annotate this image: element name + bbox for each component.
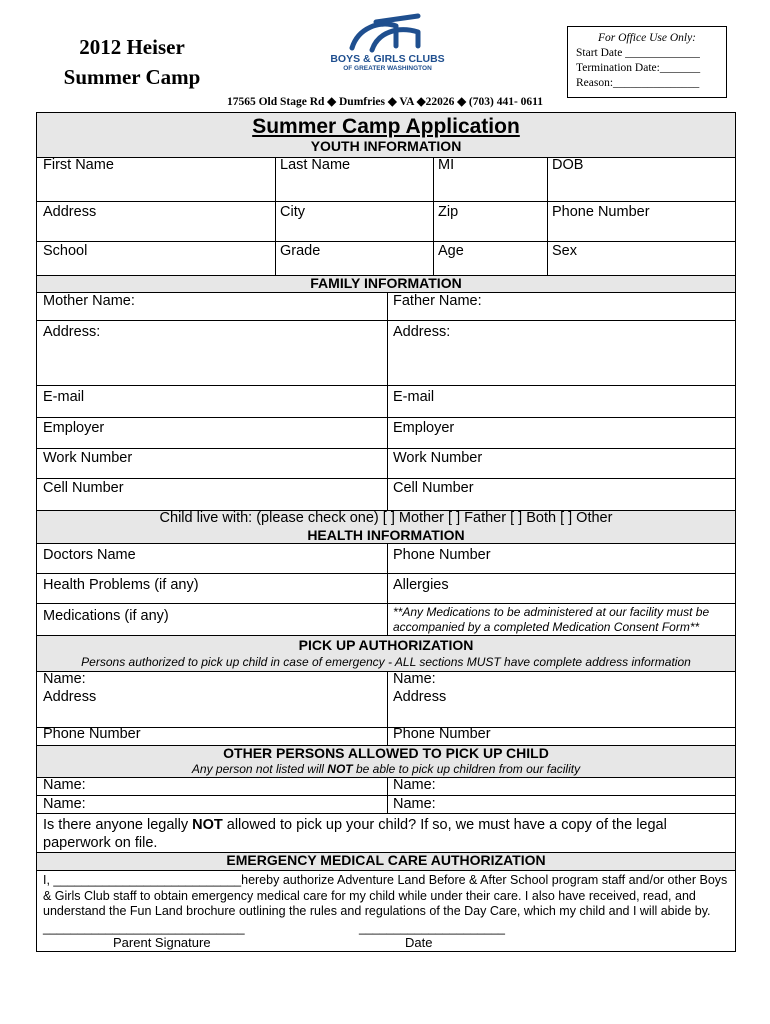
logo-subname: OF GREATER WASHINGTON [343,65,432,72]
club-address: 17565 Old Stage Rd ◆ Dumfries ◆ VA ◆22026 ◆ (703) 441- 0611 [226,96,544,108]
mother-name-field[interactable]: Mother Name: [43,293,135,309]
mother-work-number-field[interactable]: Work Number [43,450,133,466]
medications-field[interactable]: Medications (if any) [43,608,169,624]
parent-signature-label: Parent Signature [113,935,211,950]
office-start-date: Start Date _____________ [576,47,700,59]
youth-header: YOUTH INFORMATION [310,138,462,154]
father-name-field[interactable]: Father Name: [393,293,482,309]
date-line[interactable]: _____________________ [359,921,505,935]
health-problems-field[interactable]: Health Problems (if any) [43,577,199,593]
city-field[interactable]: City [280,204,305,220]
grade-field[interactable]: Grade [280,243,321,259]
office-title: For Office Use Only: [597,32,697,44]
legal-bold: NOT [192,817,223,833]
mother-address-field[interactable]: Address: [43,324,101,340]
pickup2-phone-field[interactable]: Phone Number [393,726,491,742]
other-persons-header: OTHER PERSONS ALLOWED TO PICK UP CHILD [223,745,549,761]
youth-address-field[interactable]: Address [43,204,97,220]
camp-title-line1: 2012 Heiser [79,35,185,59]
father-employer-field[interactable]: Employer [393,420,455,436]
camp-title-line2: Summer Camp [63,65,201,89]
mother-employer-field[interactable]: Employer [43,420,105,436]
zip-field[interactable]: Zip [438,204,459,220]
doctors-name-field[interactable]: Doctors Name [43,547,136,563]
sex-field[interactable]: Sex [552,243,577,259]
other-sub-bold: NOT [327,762,353,776]
legal-restriction-question[interactable] [43,816,723,852]
signature-line[interactable]: _____________________________ [43,921,245,935]
family-header: FAMILY INFORMATION [310,275,462,291]
office-use-box [567,26,727,98]
pickup1-phone-field[interactable]: Phone Number [43,726,141,742]
mi-field[interactable]: MI [438,157,455,173]
pickup2-name-field[interactable]: Name: [393,671,436,687]
date-label: Date [405,935,433,950]
emergency-authorization-text: I, ___________________________hereby authorize Adventure Land Before & After School program staff and/or other Boys & Girls Club staff to obtain emergency medical care for my child while under their care. I also have received, read, and understand the Fun Land brochure outlining the rules and regulations of the Day Care, which my child and I will abide by. [43,873,728,918]
pickup-header: PICK UP AUTHORIZATION [298,637,474,653]
other3-name-field[interactable]: Name: [43,796,86,812]
office-reason: Reason:_______________ [576,77,700,89]
dob-field[interactable]: DOB [552,157,584,173]
youth-phone-field[interactable]: Phone Number [552,204,650,220]
logo-name: BOYS & GIRLS CLUBS [330,53,445,65]
pickup2-address-field[interactable]: Address [393,689,447,705]
camp-title [52,32,212,92]
legal-post: allowed to pick up your child? If so, we must have a copy of the legal paperwork on file. [43,817,667,851]
office-termination-date: Termination Date:_______ [576,62,701,74]
application-form [36,112,736,952]
last-name-field[interactable]: Last Name [280,157,351,173]
father-address-field[interactable]: Address: [393,324,451,340]
pickup1-name-field[interactable]: Name: [43,671,86,687]
child-lives-with-checkboxes[interactable]: Child live with: (please check one) [ ] Mother [ ] Father [ ] Both [ ] Other [159,510,613,526]
father-work-number-field[interactable]: Work Number [393,450,483,466]
other-sub-post: be able to pick up children from our facility [352,762,581,776]
form-title: Summer Camp Application [252,115,520,138]
father-email-field[interactable]: E-mail [393,389,435,405]
allergies-field[interactable]: Allergies [393,577,449,593]
age-field[interactable]: Age [438,243,464,259]
logo-text [305,53,470,72]
first-name-field[interactable]: First Name [43,157,114,173]
other1-name-field[interactable]: Name: [43,777,86,793]
pickup1-address-field[interactable]: Address [43,689,97,705]
father-cell-number-field[interactable]: Cell Number [393,480,474,496]
medication-note [393,605,709,635]
school-field[interactable]: School [43,243,88,259]
other-persons-subheader [37,762,735,776]
other-sub-pre: Any person not listed will [191,762,328,776]
doctor-phone-field[interactable]: Phone Number [393,547,491,563]
pickup-subheader: Persons authorized to pick up child in case of emergency - ALL sections MUST have complete address information [81,655,691,669]
emergency-header: EMERGENCY MEDICAL CARE AUTHORIZATION [226,852,546,868]
other2-name-field[interactable]: Name: [393,777,436,793]
health-header: HEALTH INFORMATION [307,527,465,543]
medication-note-line1: **Any Medications to be administered at our facility must be [393,605,710,619]
other4-name-field[interactable]: Name: [393,796,436,812]
mother-email-field[interactable]: E-mail [43,389,85,405]
medication-note-line2: accompanied by a completed Medication Consent Form** [393,620,700,634]
mother-cell-number-field[interactable]: Cell Number [43,480,124,496]
legal-pre: Is there anyone legally [43,817,193,833]
